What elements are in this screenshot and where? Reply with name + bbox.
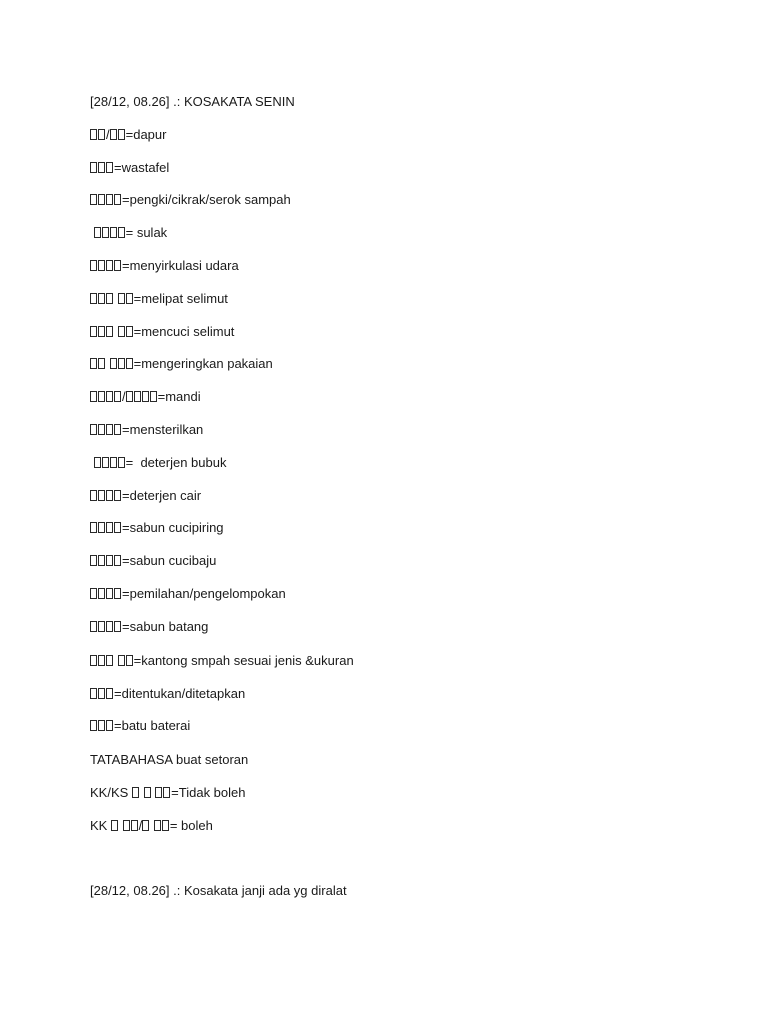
missing-glyph-box [90, 621, 97, 632]
missing-glyph-box [98, 720, 105, 731]
vocab-line-13: =sabun cucipiring [90, 520, 224, 536]
missing-glyph-box [98, 490, 105, 501]
missing-glyph-box [144, 787, 151, 798]
missing-glyph-box [98, 655, 105, 666]
missing-glyph-box [98, 555, 105, 566]
missing-glyph-box [114, 391, 121, 402]
missing-glyph-box [90, 588, 97, 599]
missing-glyph-box [90, 555, 97, 566]
missing-glyph-box [90, 424, 97, 435]
missing-glyph-box [110, 457, 117, 468]
vocab-line-9: / =mandi [90, 389, 201, 405]
missing-glyph-box [163, 787, 170, 798]
missing-glyph-box [90, 260, 97, 271]
missing-glyph-box [106, 522, 113, 533]
missing-glyph-box [106, 194, 113, 205]
missing-glyph-box [94, 227, 101, 238]
missing-glyph-box [142, 391, 149, 402]
missing-glyph-box [106, 260, 113, 271]
missing-glyph-box [106, 424, 113, 435]
vocab-line-11: = deterjen bubuk [90, 455, 226, 471]
missing-glyph-box [114, 522, 121, 533]
missing-glyph-box [106, 555, 113, 566]
missing-glyph-box [126, 391, 133, 402]
missing-glyph-box [123, 820, 130, 831]
missing-glyph-box [106, 621, 113, 632]
grammar-heading: TATABAHASA buat setoran [90, 752, 249, 767]
missing-glyph-box [114, 588, 121, 599]
missing-glyph-box [90, 358, 97, 369]
missing-glyph-box [110, 358, 117, 369]
missing-glyph-box [98, 522, 105, 533]
vocab-line-2: =wastafel [90, 160, 169, 176]
missing-glyph-box [98, 688, 105, 699]
vocab-line-6: =melipat selimut [90, 291, 228, 307]
missing-glyph-box [90, 391, 97, 402]
missing-glyph-box [118, 293, 125, 304]
missing-glyph-box [126, 293, 133, 304]
missing-glyph-box [94, 457, 101, 468]
missing-glyph-box [126, 358, 133, 369]
missing-glyph-box [98, 162, 105, 173]
missing-glyph-box [90, 326, 97, 337]
missing-glyph-box [98, 293, 105, 304]
vocab-line-12: =deterjen cair [90, 488, 201, 504]
missing-glyph-box [118, 358, 125, 369]
missing-glyph-box [90, 194, 97, 205]
grammar-line-2: KK / = boleh [90, 818, 213, 833]
vocab-line-16: =sabun batang [90, 619, 208, 635]
missing-glyph-box [98, 358, 105, 369]
missing-glyph-box [106, 490, 113, 501]
missing-glyph-box [90, 655, 97, 666]
vocab-line-4: = sulak [90, 225, 167, 241]
missing-glyph-box [114, 555, 121, 566]
missing-glyph-box [106, 391, 113, 402]
missing-glyph-box [90, 720, 97, 731]
missing-glyph-box [118, 457, 125, 468]
missing-glyph-box [106, 655, 113, 666]
chat-header-2: [28/12, 08.26] .: Kosakata janji ada yg diralat [90, 883, 347, 898]
missing-glyph-box [90, 522, 97, 533]
missing-glyph-box [106, 720, 113, 731]
missing-glyph-box [162, 820, 169, 831]
missing-glyph-box [114, 621, 121, 632]
missing-glyph-box [134, 391, 141, 402]
missing-glyph-box [150, 391, 157, 402]
missing-glyph-box [102, 457, 109, 468]
missing-glyph-box [118, 655, 125, 666]
grammar-line-1: KK/KS =Tidak boleh [90, 785, 246, 800]
missing-glyph-box [126, 326, 133, 337]
vocab-line-5: =menyirkulasi udara [90, 258, 239, 274]
missing-glyph-box [90, 162, 97, 173]
missing-glyph-box [132, 787, 139, 798]
missing-glyph-box [131, 820, 138, 831]
vocab-line-3: =pengki/cikrak/serok sampah [90, 192, 291, 208]
missing-glyph-box [155, 787, 162, 798]
missing-glyph-box [106, 588, 113, 599]
missing-glyph-box [154, 820, 161, 831]
vocab-line-17: =kantong smpah sesuai jenis &ukuran [90, 653, 354, 669]
missing-glyph-box [118, 227, 125, 238]
missing-glyph-box [110, 129, 117, 140]
missing-glyph-box [106, 162, 113, 173]
vocab-line-10: =mensterilkan [90, 422, 203, 438]
missing-glyph-box [106, 293, 113, 304]
missing-glyph-box [90, 129, 97, 140]
missing-glyph-box [98, 621, 105, 632]
vocab-line-1: / =dapur [90, 127, 166, 143]
missing-glyph-box [98, 260, 105, 271]
missing-glyph-box [106, 688, 113, 699]
vocab-line-7: =mencuci selimut [90, 324, 234, 340]
vocab-line-19: =batu baterai [90, 718, 190, 734]
missing-glyph-box [98, 194, 105, 205]
chat-header-1: [28/12, 08.26] .: KOSAKATA SENIN [90, 94, 295, 109]
missing-glyph-box [98, 424, 105, 435]
missing-glyph-box [98, 129, 105, 140]
missing-glyph-box [90, 688, 97, 699]
vocab-line-8: =mengeringkan pakaian [90, 356, 273, 372]
missing-glyph-box [102, 227, 109, 238]
missing-glyph-box [142, 820, 149, 831]
missing-glyph-box [98, 391, 105, 402]
vocab-line-18: =ditentukan/ditetapkan [90, 686, 245, 702]
missing-glyph-box [111, 820, 118, 831]
missing-glyph-box [98, 588, 105, 599]
missing-glyph-box [106, 326, 113, 337]
missing-glyph-box [118, 129, 125, 140]
missing-glyph-box [110, 227, 117, 238]
missing-glyph-box [114, 260, 121, 271]
vocab-line-14: =sabun cucibaju [90, 553, 216, 569]
missing-glyph-box [90, 293, 97, 304]
missing-glyph-box [114, 194, 121, 205]
missing-glyph-box [98, 326, 105, 337]
missing-glyph-box [90, 490, 97, 501]
missing-glyph-box [114, 490, 121, 501]
missing-glyph-box [114, 424, 121, 435]
missing-glyph-box [118, 326, 125, 337]
missing-glyph-box [126, 655, 133, 666]
vocab-line-15: =pemilahan/pengelompokan [90, 586, 286, 602]
